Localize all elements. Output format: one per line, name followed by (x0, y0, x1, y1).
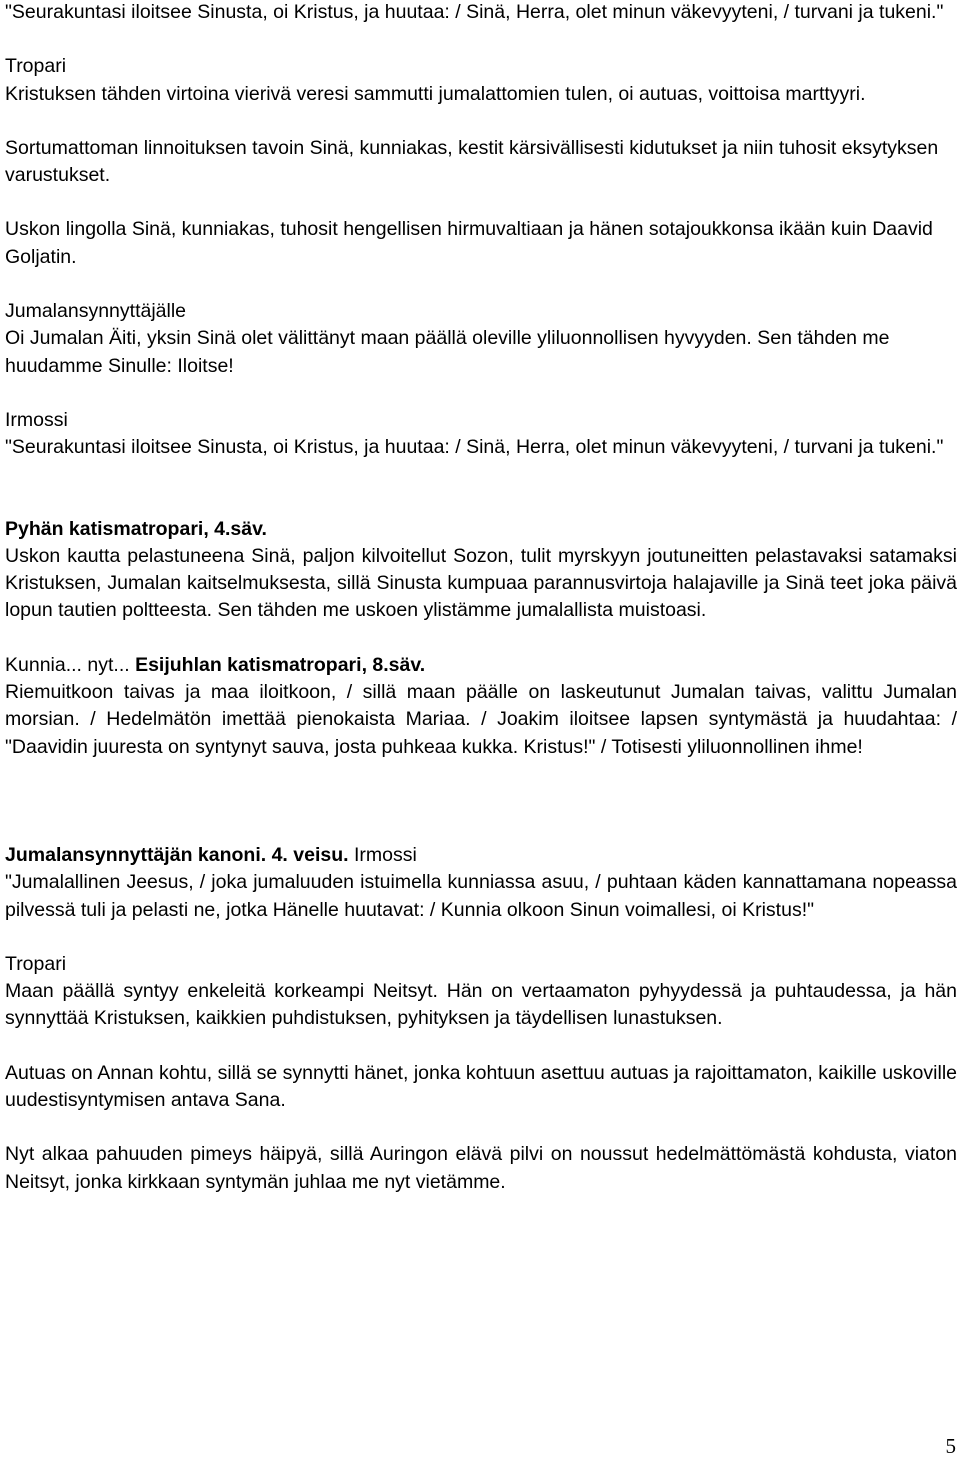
tropari-text-3: Uskon lingolla Sinä, kunniakas, tuhosit hengellisen hirmuvaltiaan ja hänen sotajoukkonsa ikään kuin Daavid Goljatin. (5, 218, 933, 268)
irmossi-heading: Irmossi (5, 408, 68, 431)
tropari-text: Kristuksen tähden virtoina vierivä veresi sammutti jumalattomien tulen, oi autuas, voittoisa marttyyri. (5, 82, 866, 105)
kanon-heading: Jumalansynnyttäjän kanoni. 4. veisu. (5, 843, 349, 866)
katisma-heading-1: Pyhän katismatropari, 4.säv. (5, 517, 267, 540)
kanon-heading-line (5, 842, 957, 869)
kanon-irmossi-text: "Jumalallinen Jeesus, / joka jumaluuden istuimella kunniassa asuu, / puhtaan käden kannattamana nopeassa pilvessä tuli ja pelasti ne, jotka Hänelle huutavat: / Kunnia olkoon Sinun voimallesi, oi Kristus!" (5, 871, 957, 921)
page-number: 5 (945, 1434, 956, 1458)
tropari-text-4: Maan päällä syntyy enkeleitä korkeampi Neitsyt. Hän on vertaamaton pyhyydessä ja puhtaudessa, ja hän synnyttää Kristuksen, kaikkien puhdistuksen, pyhityksen ja täydellisen lunastuksen. (5, 980, 957, 1030)
katisma-heading-line-2 (5, 652, 957, 679)
theotokion-section (5, 298, 957, 380)
katisma-text-1: Uskon kautta pelastuneena Sinä, paljon kilvoitellut Sozon, tulit myrskyyn joutuneitten pelastavaksi satamaksi Kristuksen, Jumalan kaitselmuksesta, sillä Sinusta kumpuaa parannusvirtoja halajaville ja Sinä teet joka päivä lopun tautien poltteesta. Sen tähden me uskoen ylistämme jumalallista muistoasi. (5, 544, 957, 622)
document-body (5, 0, 957, 1196)
katisma-section-1 (5, 516, 957, 625)
tropari-text-5: Autuas on Annan kohtu, sillä se synnytti hänet, jonka kohtuun asettuu autuas ja rajoittamaton, kaikille uskoville uudestisyntymisen antava Sana. (5, 1061, 957, 1112)
tropari-text-2: Sortumattoman linnoituksen tavoin Sinä, kunniakas, kestit kärsivällisesti kidutukset ja niin tuhosit eksytyksen varustukset. (5, 136, 939, 187)
theotokion-heading: Jumalansynnyttäjälle (5, 300, 187, 323)
katisma-section-2 (5, 652, 957, 761)
tropari-heading-4: Tropari (5, 952, 67, 975)
kanon-irmossi-label: Irmossi (348, 843, 417, 866)
katisma-text-2: Riemuitkoon taivas ja maa iloitkoon, / sillä maan päälle on laskeutunut Jumalan taivas, valittu Jumalan morsian. / Hedelmätön imettää pienokaista Mariaa. / Joakim iloitsee lapsen syntymästä ja huudahtaa: / "Daavidin juuresta on syntynyt sauva, josta puhkeaa kukka. Kristus!" / Totisesti yliluonnollinen ihme! (5, 681, 957, 758)
katisma-prefix: Kunnia... nyt... (5, 653, 136, 676)
tropari-text-6: Nyt alkaa pahuuden pimeys häipyä, sillä Auringon elävä pilvi on noussut hedelmättömästä kohdusta, viaton Neitsyt, jonka kirkkaan syntymän juhlaa me nyt vietämme. (5, 1143, 957, 1193)
kanon-section (5, 842, 957, 924)
irmossi-refrain-top: "Seurakuntasi iloitsee Sinusta, oi Kristus, ja huutaa: / Sinä, Herra, olet minun väkevyyteni, / turvani ja tukeni." (5, 1, 944, 23)
tropari-section-1 (5, 53, 957, 108)
theotokion-text: Oi Jumalan Äiti, yksin Sinä olet välittänyt maan päällä oleville yliluonnollisen hyvyyden. Sen tähden me huudamme Sinulle: Iloitse! (5, 327, 890, 377)
tropari-section-4 (5, 951, 957, 1033)
katisma-heading-2: Esijuhlan katismatropari, 8.säv. (135, 653, 426, 676)
irmossi-text: "Seurakuntasi iloitsee Sinusta, oi Kristus, ja huutaa: / Sinä, Herra, olet minun väkevyyteni, / turvani ja tukeni." (5, 436, 944, 459)
irmossi-section (5, 407, 957, 462)
tropari-heading: Tropari (5, 55, 67, 78)
